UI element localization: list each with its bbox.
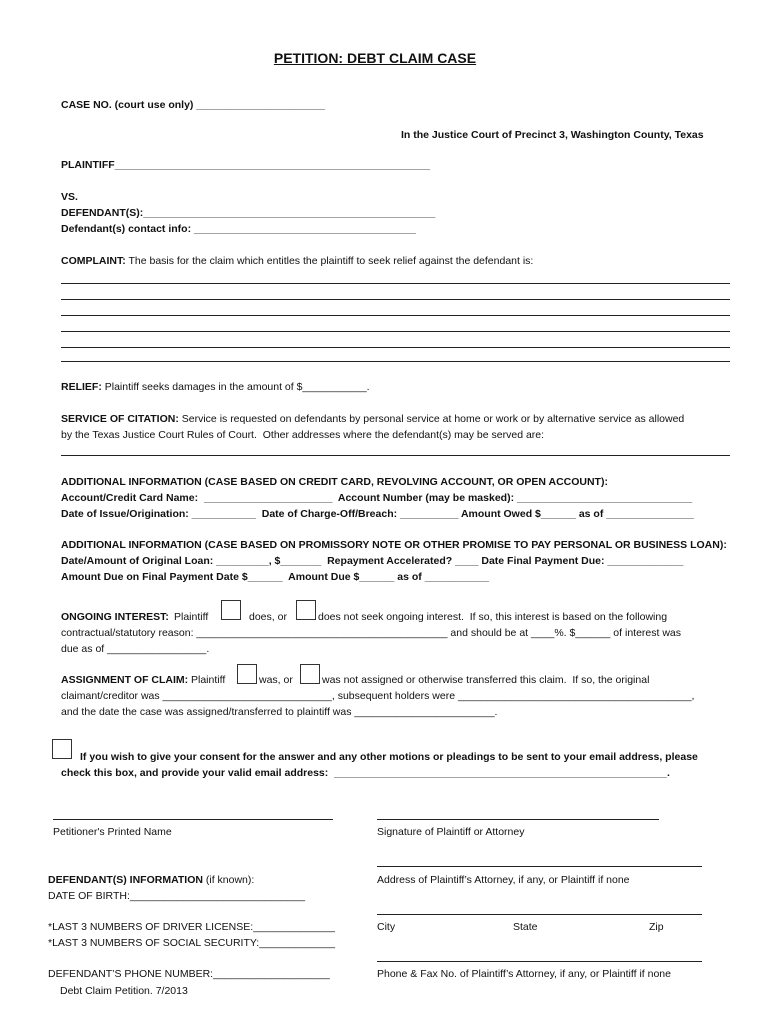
complaint-blank-line[interactable] [61, 361, 730, 362]
assignment-label: ASSIGNMENT OF CLAIM: [61, 674, 189, 686]
relief-label: RELIEF: [61, 381, 102, 393]
ongoing-plaintiff-text: Plaintiff [174, 611, 209, 623]
complaint-blank-line[interactable] [61, 299, 730, 300]
complaint-blank-line[interactable] [61, 315, 730, 316]
footer-text: Debt Claim Petition. 7/2013 [60, 985, 188, 997]
printed-name-line[interactable] [53, 819, 333, 820]
defendant-info-heading: DEFENDANT(S) INFORMATION (if known): [48, 874, 255, 886]
plaintiff-field[interactable]: PLAINTIFF______________________________________________________ [61, 159, 430, 171]
credit-card-line-2[interactable]: Date of Issue/Origination: ___________ Date of Charge-Off/Breach: __________ Amount Owed $______ as of _______________ [61, 508, 694, 520]
service-line-1: SERVICE OF CITATION: Service is requested on defendants by personal service at home or work or by alternative service as allowed [61, 413, 685, 425]
ongoing-does-not-checkbox[interactable] [296, 600, 316, 620]
assignment-was-not-checkbox[interactable] [300, 664, 320, 684]
assignment-holders-line[interactable]: claimant/creditor was _____________________________, subsequent holders were ________________________________________, [61, 690, 695, 702]
signature-line[interactable] [377, 819, 659, 820]
social-security-field[interactable]: *LAST 3 NUMBERS OF SOCIAL SECURITY:_____________ [48, 937, 336, 949]
page-title: PETITION: DEBT CLAIM CASE [273, 50, 477, 66]
consent-line-2[interactable]: check this box, and provide your valid email address: _________________________________________________________. [61, 767, 670, 779]
service-address-line[interactable] [61, 455, 730, 456]
assignment-was-text: was, or [259, 674, 293, 686]
city-state-zip-line[interactable] [377, 914, 702, 915]
service-line-2: by the Texas Justice Court Rules of Court. Other addresses where the defendant(s) may be served are: [61, 429, 545, 441]
assignment-plaintiff-text: Plaintiff [191, 674, 226, 686]
ongoing-interest-label: ONGOING INTEREST: [61, 611, 169, 623]
signature-label: Signature of Plaintiff or Attorney [377, 826, 525, 838]
consent-line-1: If you wish to give your consent for the answer and any other motions or pleadings to be sent to your email address, please [80, 751, 698, 763]
promissory-line-1[interactable]: Date/Amount of Original Loan: _________, $_______ Repayment Accelerated? ____ Date Final Payment Due: _____________ [61, 555, 684, 567]
promissory-heading: ADDITIONAL INFORMATION (CASE BASED ON PROMISSORY NOTE OR OTHER PROMISE TO PAY PERSONAL OR BUSINESS LOAN): [61, 539, 727, 551]
assignment-was-not-text: was not assigned or otherwise transferred this claim. If so, the original [322, 674, 650, 686]
attorney-address-label: Address of Plaintiff’s Attorney, if any, or Plaintiff if none [377, 874, 630, 886]
ongoing-does-not-text: does not seek ongoing interest. If so, this interest is based on the following [318, 611, 668, 623]
versus-label: VS. [61, 191, 78, 203]
attorney-address-line[interactable] [377, 866, 702, 867]
promissory-line-2[interactable]: Amount Due on Final Payment Date $______ Amount Due $______ as of ___________ [61, 571, 489, 583]
zip-label: Zip [649, 921, 664, 933]
complaint-blank-line[interactable] [61, 283, 730, 284]
complaint-line [61, 254, 533, 268]
printed-name-label: Petitioner's Printed Name [53, 826, 172, 838]
date-of-birth-field[interactable]: DATE OF BIRTH:______________________________ [48, 890, 306, 902]
email-consent-checkbox[interactable] [52, 739, 72, 759]
relief-line[interactable] [61, 380, 370, 394]
service-label: SERVICE OF CITATION: [61, 413, 179, 425]
complaint-text: The basis for the claim which entitles the plaintiff to seek relief against the defendant is: [125, 255, 534, 267]
city-label: City [377, 921, 396, 933]
relief-text: Plaintiff seeks damages in the amount of $___________. [101, 381, 370, 393]
credit-card-heading: ADDITIONAL INFORMATION (CASE BASED ON CREDIT CARD, REVOLVING ACCOUNT, OR OPEN ACCOUNT): [61, 476, 608, 488]
defendant-phone-field[interactable]: DEFENDANT’S PHONE NUMBER:____________________ [48, 968, 330, 980]
ongoing-due-line[interactable]: due as of _________________. [61, 643, 210, 655]
defendant-info-label: DEFENDANT(S) INFORMATION [48, 874, 203, 886]
defendant-contact-field[interactable]: Defendant(s) contact info: ______________________________________ [61, 223, 416, 235]
ongoing-does-text: does, or [249, 611, 287, 623]
driver-license-field[interactable]: *LAST 3 NUMBERS OF DRIVER LICENSE:______________ [48, 921, 335, 933]
state-label: State [513, 921, 538, 933]
defendants-field[interactable]: DEFENDANT(S):__________________________________________________ [61, 207, 436, 219]
ongoing-does-checkbox[interactable] [221, 600, 241, 620]
credit-card-line-1[interactable]: Account/Credit Card Name: ______________________ Account Number (may be masked): ______________________________ [61, 492, 693, 504]
case-number-field[interactable]: CASE NO. (court use only) ______________________ [61, 99, 325, 111]
complaint-label: COMPLAINT: [61, 255, 126, 267]
ongoing-reason-line[interactable]: contractual/statutory reason: ___________________________________________ and should be at ____%. $______ of interest was [61, 627, 682, 639]
complaint-blank-line[interactable] [61, 347, 730, 348]
phone-fax-line[interactable] [377, 961, 702, 962]
complaint-blank-line[interactable] [61, 331, 730, 332]
court-name: In the Justice Court of Precinct 3, Washington County, Texas [401, 129, 704, 141]
assignment-date-line[interactable]: and the date the case was assigned/transferred to plaintiff was ________________________. [61, 706, 498, 718]
assignment-was-checkbox[interactable] [237, 664, 257, 684]
phone-fax-label: Phone & Fax No. of Plaintiff’s Attorney, if any, or Plaintiff if none [377, 968, 671, 980]
